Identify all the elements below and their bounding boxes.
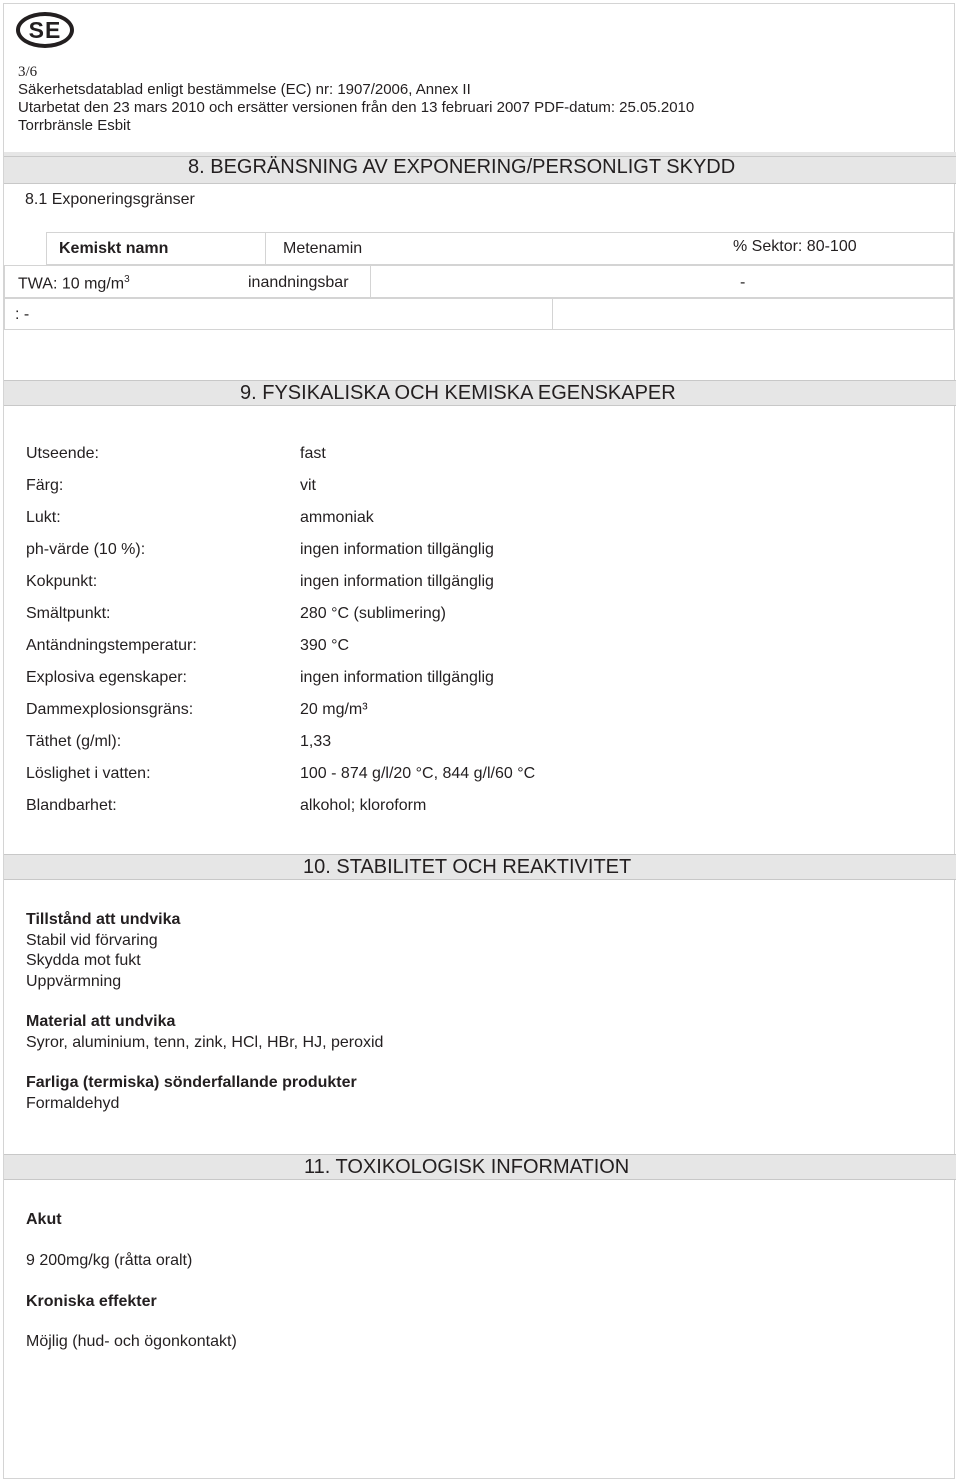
prop-value: ingen information tillgänglig — [300, 669, 494, 686]
prop-value: fast — [300, 445, 326, 462]
prop-value: vit — [300, 477, 316, 494]
section10-title: 10. STABILITET OCH REAKTIVITET — [303, 856, 632, 878]
prop-value: 390 °C — [300, 637, 350, 654]
section11-title: 11. TOXIKOLOGISK INFORMATION — [304, 1156, 630, 1178]
avoid-conditions-heading: Tillstånd att undvika — [26, 911, 181, 928]
avoid-materials-heading: Material att undvika — [26, 1013, 176, 1030]
prop-label: Utseende: — [26, 445, 99, 462]
prop-value: 20 mg/m³ — [300, 701, 368, 718]
twa-label: TWA: 10 $mg/m^3$ — [18, 274, 130, 293]
prop-value: 280 °C (sublimering) — [300, 605, 447, 622]
section9-title: 9. FYSIKALISKA OCH KEMISKA EGENSKAPER — [240, 382, 676, 404]
chem-name-value: Metenamin — [283, 240, 363, 257]
acute-value: 9 200mg/kg (råtta oralt) — [26, 1252, 193, 1269]
avoid-condition-item: Uppvärmning — [26, 973, 122, 990]
chem-name-label: Kemiskt namn — [59, 240, 169, 257]
prop-label: Antändningstemperatur: — [26, 637, 197, 654]
chronic-heading: Kroniska effekter — [26, 1293, 157, 1310]
avoid-condition-item: Skydda mot fukt — [26, 952, 141, 969]
page-number: 3/6 — [18, 64, 38, 80]
decomposition-text: Formaldehyd — [26, 1095, 120, 1112]
avoid-materials-text: Syror, aluminium, tenn, zink, HCl, HBr, HJ, peroxid — [26, 1034, 384, 1051]
avoid-condition-item: Stabil vid förvaring — [26, 932, 158, 949]
prop-label: Lukt: — [26, 509, 61, 526]
prop-value: alkohol; kloroform — [300, 797, 427, 814]
prop-value: 100 - 874 g/l/20 °C, 844 g/l/60 °C — [300, 765, 536, 782]
section8-subtitle: 8.1 Exponeringsgränser — [25, 191, 195, 208]
table-divider — [370, 265, 371, 298]
prop-value: ingen information tillgänglig — [300, 541, 494, 558]
prop-value: ingen information tillgänglig — [300, 573, 494, 590]
prop-label: Dammexplosionsgräns: — [26, 701, 194, 718]
prop-label: Kokpunkt: — [26, 573, 98, 590]
other-limit: : - — [15, 306, 30, 323]
section8-title: 8. BEGRÄNSNING AV EXPONERING/PERSONLIGT SKYDD — [188, 156, 736, 178]
table-divider — [552, 298, 553, 330]
exposure-table-row2 — [4, 265, 954, 298]
chronic-value: Möjlig (hud- och ögonkontakt) — [26, 1333, 237, 1350]
prop-label: Färg: — [26, 477, 64, 494]
twa-type: inandningsbar — [248, 274, 349, 291]
prop-value: ammoniak — [300, 509, 374, 526]
product-name: Torrbränsle Esbit — [18, 117, 131, 134]
acute-heading: Akut — [26, 1211, 62, 1228]
decomposition-heading: Farliga (termiska) sönderfallande produkter — [26, 1074, 357, 1091]
table-divider — [265, 232, 266, 265]
country-badge: SE — [16, 12, 74, 48]
prop-label: Smältpunkt: — [26, 605, 111, 622]
prop-label: Löslighet i vatten: — [26, 765, 151, 782]
prop-label: ph-värde (10 %): — [26, 541, 146, 558]
exposure-table-row3 — [4, 298, 954, 330]
twa-value: - — [740, 274, 746, 291]
prop-label: Blandbarhet: — [26, 797, 117, 814]
prop-label: Explosiva egenskaper: — [26, 669, 187, 686]
revision-text: Utarbetat den 23 mars 2010 och ersätter versionen från den 13 februari 2007 PDF-datum: 25.05.2010 — [18, 99, 695, 116]
regulation-text: Säkerhetsdatablad enligt bestämmelse (EC) nr: 1907/2006, Annex II — [18, 81, 471, 98]
prop-value: 1,33 — [300, 733, 332, 750]
sector-value: % Sektor: 80-100 — [733, 238, 857, 255]
prop-label: Täthet (g/ml): — [26, 733, 122, 750]
